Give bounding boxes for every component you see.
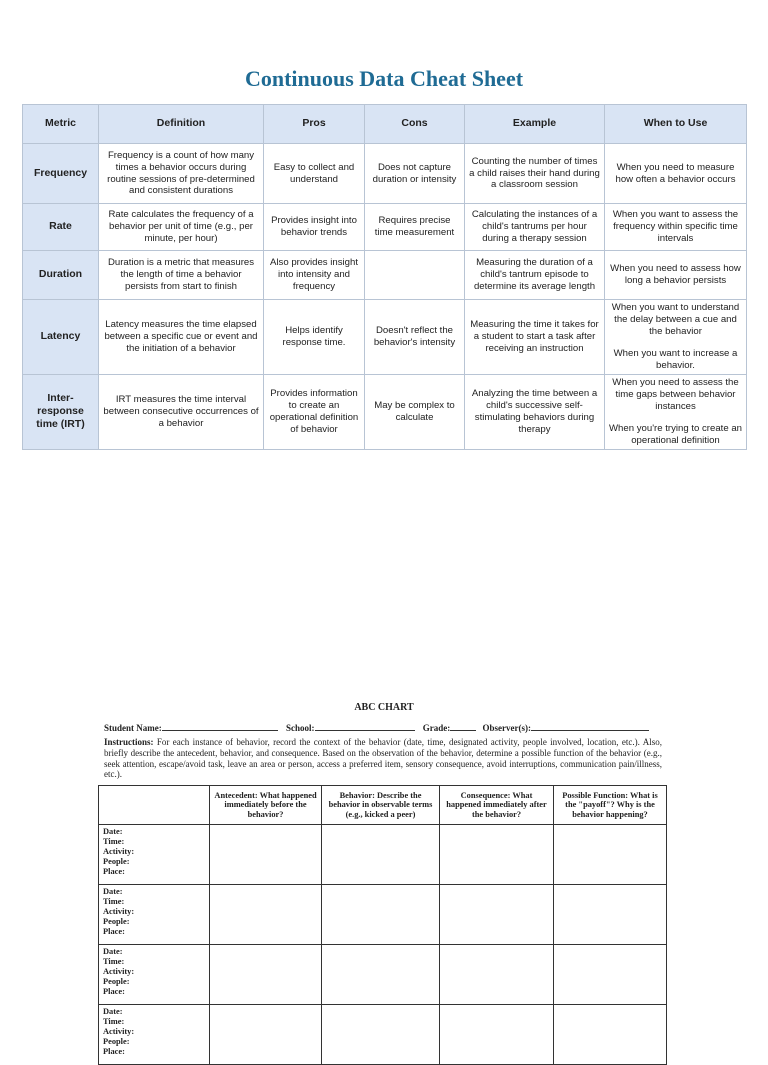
example-cell: Calculating the instances of a child's tantrums per hour during a therapy session — [465, 204, 605, 251]
date-label: Date: — [103, 947, 123, 956]
behavior-cell[interactable] — [322, 945, 440, 1005]
page-title: Continuous Data Cheat Sheet — [244, 66, 524, 91]
metric-cell: Frequency — [23, 144, 99, 204]
table-row — [99, 1005, 667, 1065]
people-label: People: — [103, 1037, 130, 1047]
people-label: People: — [103, 857, 130, 867]
time-label: Time: — [103, 837, 125, 847]
activity-label: Activity: — [103, 1027, 135, 1037]
table-row — [23, 251, 747, 300]
when-text-secondary: When you're trying to create an operational definition — [609, 422, 743, 446]
pros-cell: Easy to collect and understand — [264, 144, 365, 204]
school-label: School: — [286, 723, 315, 733]
column-header: When to Use — [605, 105, 747, 144]
when-text: When you want to understand the delay between a cue and the behavior — [611, 302, 740, 337]
abc-header-fields — [104, 721, 664, 733]
behavior-cell[interactable] — [322, 885, 440, 945]
function-cell[interactable] — [554, 825, 667, 885]
table-row — [23, 300, 747, 375]
metric-cell: Rate — [23, 204, 99, 251]
cons-cell: Doesn't reflect the behavior's intensity — [365, 300, 465, 375]
column-header: Behavior: Describe the behavior in observable terms (e.g., kicked a peer) — [322, 786, 440, 825]
column-header: Pros — [264, 105, 365, 144]
behavior-cell[interactable] — [322, 825, 440, 885]
context-labels — [99, 1005, 210, 1065]
place-label: Place: — [103, 867, 125, 877]
cheat-sheet-table — [22, 104, 747, 450]
people-label: People: — [103, 977, 130, 987]
column-header: Cons — [365, 105, 465, 144]
time-label: Time: — [103, 1017, 125, 1027]
behavior-cell[interactable] — [322, 1005, 440, 1065]
when-cell: When you want to assess the frequency within specific time intervals — [605, 204, 747, 251]
column-header: Consequence: What happened immediately after the behavior? — [440, 786, 554, 825]
abc-instructions — [104, 737, 662, 780]
place-label: Place: — [103, 987, 125, 997]
pros-cell: Also provides insight into intensity and frequency — [264, 251, 365, 300]
place-label: Place: — [103, 927, 125, 937]
activity-label: Activity: — [103, 847, 135, 857]
context-labels — [99, 825, 210, 885]
table-row — [23, 374, 747, 449]
definition-cell: Duration is a metric that measures the length of time a behavior persists from start to finish — [99, 251, 264, 300]
table-row — [23, 144, 747, 204]
date-label: Date: — [103, 887, 123, 896]
antecedent-cell[interactable] — [210, 885, 322, 945]
cheat-header-row — [23, 105, 747, 144]
when-text: When you need to assess the time gaps between behavior instances — [612, 376, 739, 412]
definition-cell: IRT measures the time interval between consecutive occurrences of a behavior — [99, 374, 264, 449]
metric-cell: Inter-response time (IRT) — [23, 374, 99, 449]
metric-cell: Latency — [23, 300, 99, 375]
function-cell[interactable] — [554, 945, 667, 1005]
abc-header-row — [99, 786, 667, 825]
activity-label: Activity: — [103, 967, 135, 977]
when-text-secondary: When you want to increase a behavior. — [613, 347, 738, 371]
column-header: Example — [465, 105, 605, 144]
date-label: Date: — [103, 1007, 123, 1016]
table-row — [99, 825, 667, 885]
table-row — [99, 945, 667, 1005]
table-row — [23, 204, 747, 251]
grade-line[interactable] — [450, 721, 476, 731]
pros-cell: Provides information to create an operational definition of behavior — [264, 374, 365, 449]
abc-chart-title: ABC CHART — [354, 702, 414, 713]
cons-cell: Does not capture duration or intensity — [365, 144, 465, 204]
example-cell: Measuring the duration of a child's tantrum episode to determine its average length — [465, 251, 605, 300]
time-label: Time: — [103, 897, 125, 907]
column-header: Possible Function: What is the "payoff"? Why is the behavior happening? — [554, 786, 667, 825]
when-cell — [605, 374, 747, 449]
example-cell: Analyzing the time between a child's successive self-stimulating behaviors during therapy — [465, 374, 605, 449]
column-header: Definition — [99, 105, 264, 144]
when-cell: When you need to measure how often a behavior occurs — [605, 144, 747, 204]
school-line[interactable] — [315, 721, 415, 731]
consequence-cell[interactable] — [440, 1005, 554, 1065]
context-labels — [99, 945, 210, 1005]
student-name-label: Student Name: — [104, 723, 162, 733]
instructions-label: Instructions: — [104, 737, 154, 747]
when-cell — [605, 300, 747, 375]
instructions-text: For each instance of behavior, record the context of the behavior (date, time, designated activity, people involved, location, etc.). Also, briefly describe the antecedent, behavior, and consequence. Based on the observation of the behavior, determine a possible function of the behavior (e.g., seek attention, escape/avoid task, leave an area or person, access a preferred item, sensory consequence, avoid interruptions, communication pain/illness, etc.). — [104, 737, 663, 780]
grade-label: Grade: — [422, 723, 451, 733]
example-cell: Measuring the time it takes for a student to start a task after receiving an instruction — [465, 300, 605, 375]
consequence-cell[interactable] — [440, 885, 554, 945]
time-label: Time: — [103, 957, 125, 967]
cons-cell — [365, 251, 465, 300]
activity-label: Activity: — [103, 907, 135, 917]
cons-cell: Requires precise time measurement — [365, 204, 465, 251]
consequence-cell[interactable] — [440, 945, 554, 1005]
student-name-line[interactable] — [162, 721, 278, 731]
date-label: Date: — [103, 827, 123, 836]
definition-cell: Latency measures the time elapsed between a specific cue or event and the initiation of a behavior — [99, 300, 264, 375]
antecedent-cell[interactable] — [210, 945, 322, 1005]
column-header — [99, 786, 210, 825]
table-row — [99, 885, 667, 945]
column-header: Metric — [23, 105, 99, 144]
consequence-cell[interactable] — [440, 825, 554, 885]
antecedent-cell[interactable] — [210, 1005, 322, 1065]
pros-cell: Provides insight into behavior trends — [264, 204, 365, 251]
pros-cell: Helps identify response time. — [264, 300, 365, 375]
people-label: People: — [103, 917, 130, 927]
example-cell: Counting the number of times a child raises their hand during a classroom session — [465, 144, 605, 204]
definition-cell: Rate calculates the frequency of a behavior per unit of time (e.g., per minute, per hour) — [99, 204, 264, 251]
definition-cell: Frequency is a count of how many times a behavior occurs during routine sessions of pre-determined and consistent durations — [99, 144, 264, 204]
metric-cell: Duration — [23, 251, 99, 300]
observer-label: Observer(s): — [482, 723, 531, 733]
context-labels — [99, 885, 210, 945]
observer-line[interactable] — [531, 721, 649, 731]
column-header: Antecedent: What happened immediately before the behavior? — [210, 786, 322, 825]
when-cell: When you need to assess how long a behavior persists — [605, 251, 747, 300]
function-cell[interactable] — [554, 1005, 667, 1065]
antecedent-cell[interactable] — [210, 825, 322, 885]
function-cell[interactable] — [554, 885, 667, 945]
abc-chart-table — [98, 785, 667, 1065]
cons-cell: May be complex to calculate — [365, 374, 465, 449]
place-label: Place: — [103, 1047, 125, 1057]
